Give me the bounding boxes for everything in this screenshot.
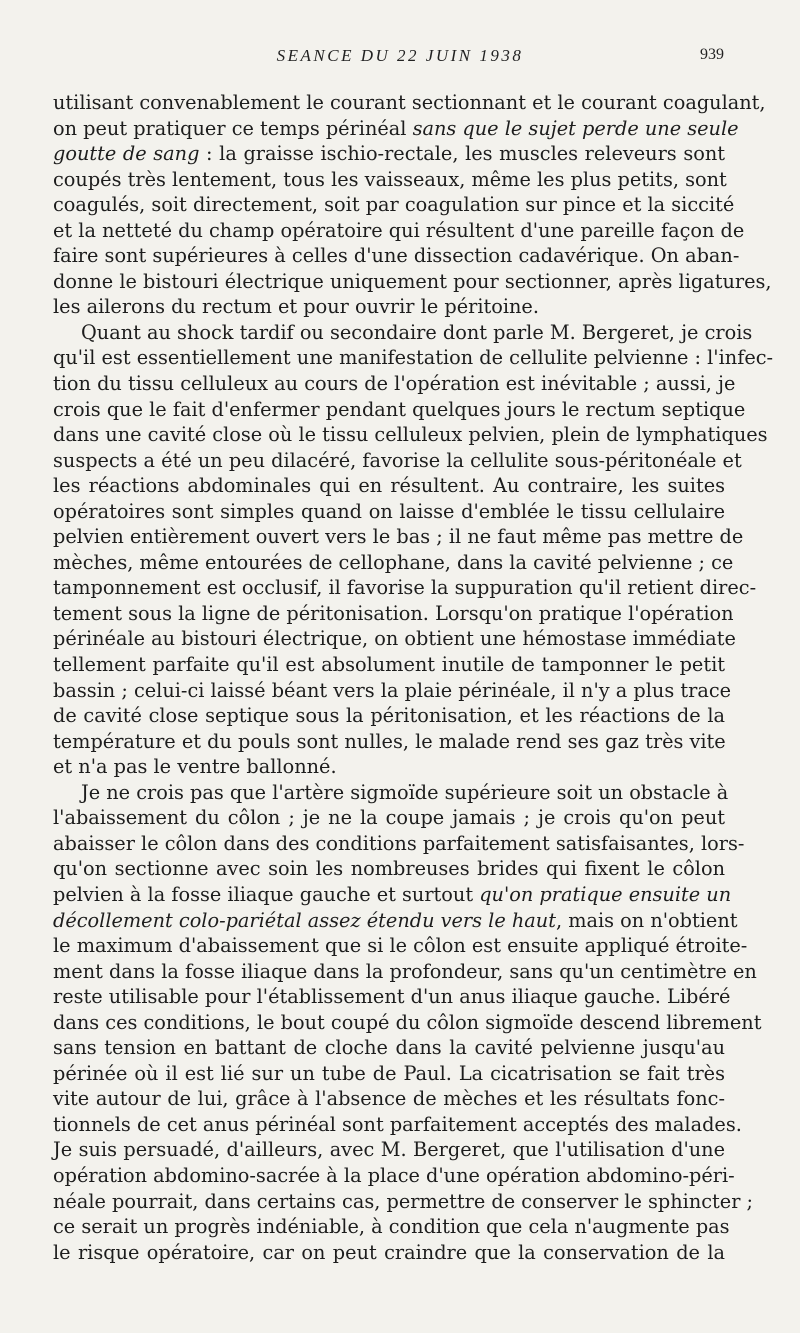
text-line: Quant au shock tardif ou secondaire dont parle M. Bergeret, je crois (81, 320, 753, 344)
text-line: qu'il est essentiellement une manifestation de cellulite pelvienne : l'infec- (53, 346, 774, 370)
text-line: utilisant convenablement le courant sectionnant et le courant coagulant, (53, 91, 766, 114)
text-line: tionnels de cet anus périnéal sont parfaitement acceptés des malades. (53, 1112, 742, 1136)
text-line: de cavité close septique sous la péritonisation, et les réactions de la (53, 704, 725, 728)
text-line: l'abaissement du côlon ; je ne la coupe jamais ; je crois qu'on peut (53, 806, 725, 830)
text-line: coagulés, soit directement, soit par coagulation sur pince et la siccité (53, 193, 735, 217)
text-line: opération abdomino-sacrée à la place d'une opération abdomino-péri- (53, 1163, 735, 1187)
page-number: 939 (700, 46, 724, 63)
text-line: le risque opératoire, car on peut craindre que la conservation de la (53, 1240, 725, 1264)
text-line: Je suis persuadé, d'ailleurs, avec M. Bergeret, que l'utilisation d'une (53, 1138, 725, 1162)
text-line: qu'on sectionne avec soin les nombreuses brides qui fixent le côlon (53, 857, 725, 881)
text-line: température et du pouls sont nulles, le malade rend ses gaz très vite (53, 729, 726, 753)
text-line: dans ces conditions, le bout coupé du côlon sigmoïde descend librement (53, 1010, 762, 1034)
text-line: on peut pratiquer ce temps périnéal sans que le sujet perde une seule (53, 116, 739, 140)
text-line: périnéale au bistouri électrique, on obtient une hémostase immédiate (53, 627, 736, 651)
text-line: pelvien entièrement ouvert vers le bas ; il ne faut même pas mettre de (53, 525, 744, 549)
text-line: goutte de sang : la graisse ischio-rectale, les muscles releveurs sont (53, 142, 725, 166)
text-line: tement sous la ligne de péritonisation. Lorsqu'on pratique l'opération (53, 601, 734, 625)
text-line: pelvien à la fosse iliaque gauche et surtout qu'on pratique ensuite un (53, 882, 732, 906)
text-line: les ailerons du rectum et pour ouvrir le péritoine. (53, 295, 539, 319)
text-line: vite autour de lui, grâce à l'absence de mèches et les résultats fonc- (53, 1087, 725, 1111)
text-line: les réactions abdominales qui en résultent. Au contraire, les suites (53, 474, 725, 498)
text-line: Je ne crois pas que l'artère sigmoïde supérieure soit un obstacle à (81, 780, 729, 804)
text-line: périnée où il est lié sur un tube de Paul. La cicatrisation se fait très (53, 1061, 725, 1085)
body-text (53, 90, 774, 1265)
text-line: faire sont supérieures à celles d'une dissection cadavérique. On aban- (53, 244, 740, 268)
text-line: tellement parfaite qu'il est absolument inutile de tamponner le petit (53, 653, 725, 677)
text-line: reste utilisable pour l'établissement d'un anus iliaque gauche. Libéré (53, 985, 731, 1009)
text-line: ce serait un progrès indéniable, à condition que cela n'augmente pas (53, 1215, 730, 1239)
text-line: ment dans la fosse iliaque dans la profondeur, sans qu'un centimètre en (53, 959, 757, 983)
running-title: SEANCE DU 22 JUIN 1938 (276, 46, 524, 65)
text-line: néale pourrait, dans certains cas, permettre de conserver le sphincter ; (53, 1189, 754, 1213)
text-line: suspects a été un peu dilacéré, favorise la cellulite sous-péritonéale et (53, 448, 742, 472)
text-line: coupés très lentement, tous les vaisseaux, même les plus petits, sont (53, 167, 727, 191)
text-line: opératoires sont simples quand on laisse d'emblée le tissu cellulaire (53, 499, 725, 523)
text-line: abaisser le côlon dans des conditions parfaitement satisfaisantes, lors- (53, 831, 745, 855)
text-line: crois que le fait d'enfermer pendant quelques jours le rectum septique (53, 397, 746, 421)
text-line: donne le bistouri électrique uniquement pour sectionner, après ligatures, (53, 269, 772, 293)
text-line: et la netteté du champ opératoire qui résultent d'une pareille façon de (53, 218, 745, 242)
text-line: tion du tissu celluleux au cours de l'opération est inévitable ; aussi, je (53, 372, 736, 396)
text-line: tamponnement est occlusif, il favorise la suppuration qu'il retient direc- (53, 576, 757, 600)
text-line: et n'a pas le ventre ballonné. (53, 755, 337, 779)
text-line: le maximum d'abaissement que si le côlon est ensuite appliqué étroite- (53, 934, 748, 958)
text-line: sans tension en battant de cloche dans la cavité pelvienne jusqu'au (53, 1036, 725, 1060)
text-line: dans une cavité close où le tissu celluleux pelvien, plein de lymphatiques (53, 423, 768, 447)
text-line: mèches, même entourées de cellophane, dans la cavité pelvienne ; ce (53, 550, 734, 574)
text-line: bassin ; celui-ci laissé béant vers la plaie périnéale, il n'y a plus trace (53, 678, 732, 702)
text-line: décollement colo-pariétal assez étendu vers le haut, mais on n'obtient (53, 908, 738, 932)
